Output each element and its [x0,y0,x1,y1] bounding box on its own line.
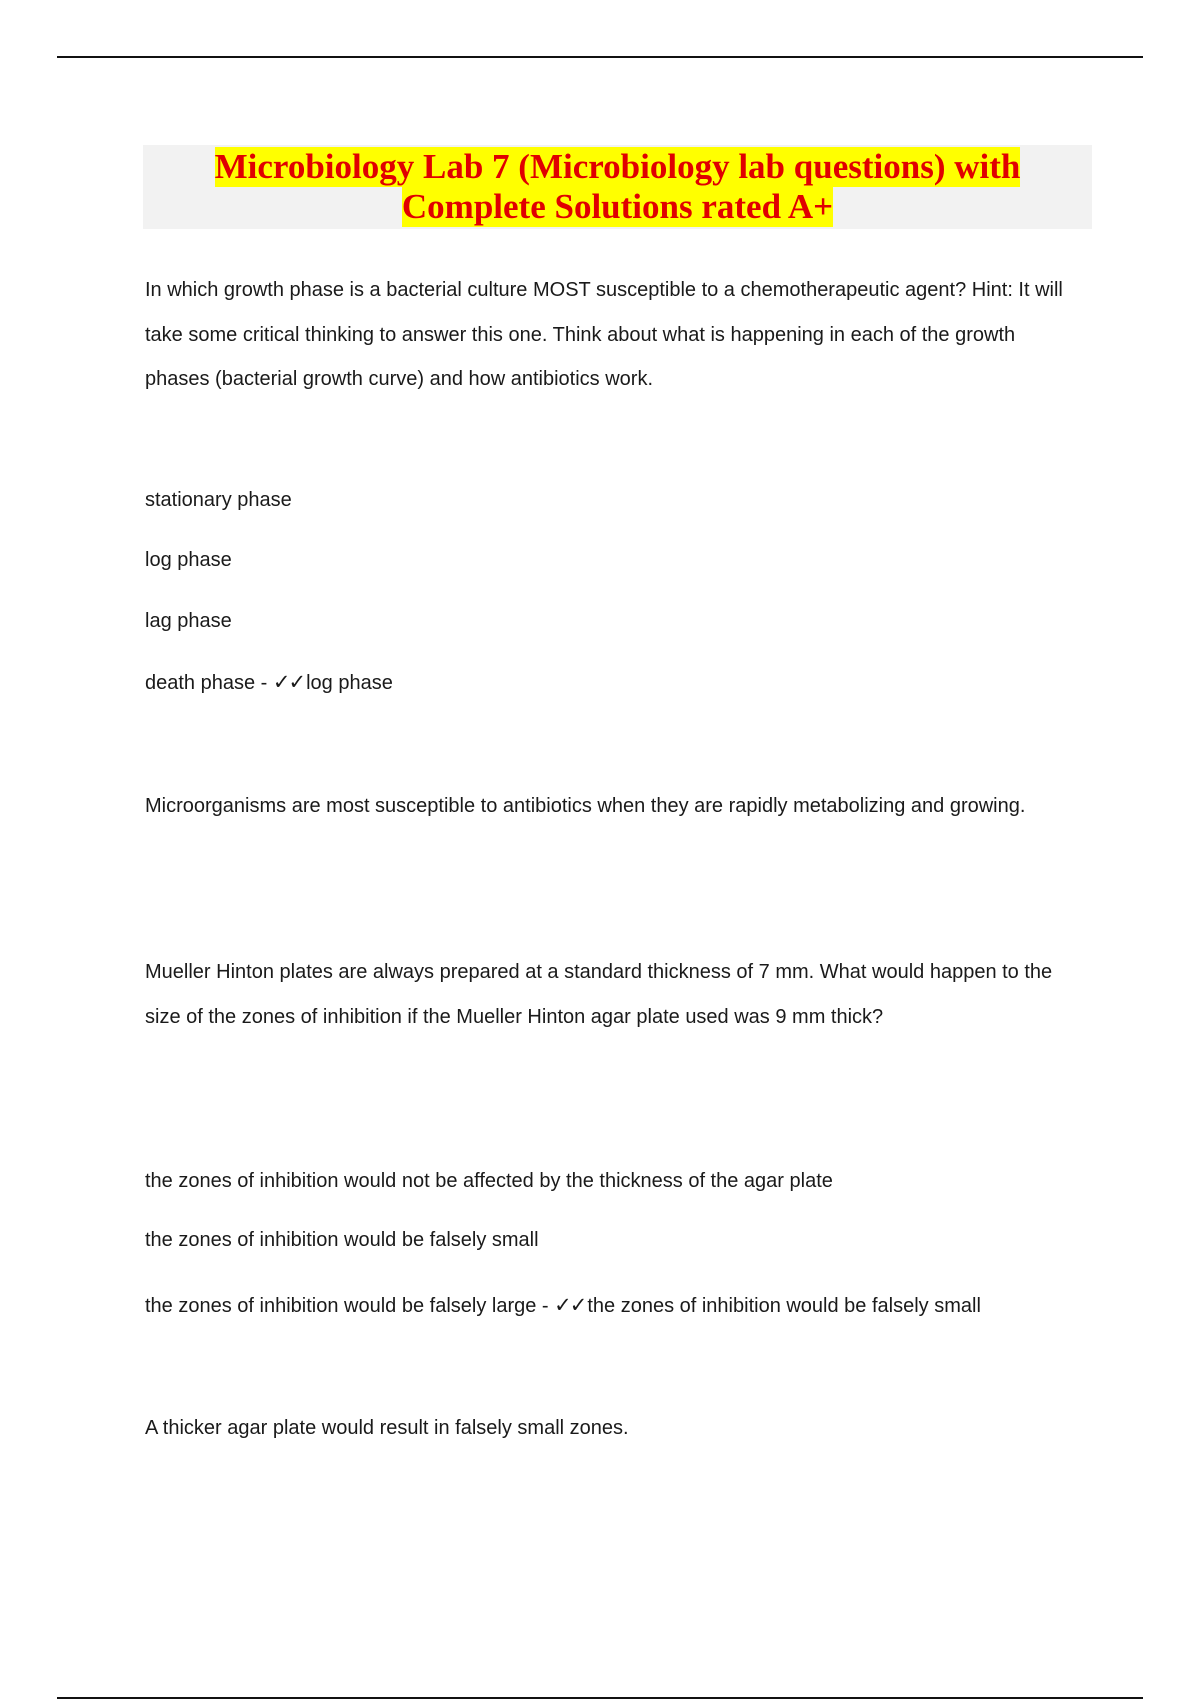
check-icon: ✓✓ [554,1293,586,1317]
q2-answer: the zones of inhibition would be falsely small [587,1295,981,1317]
q2-option-3-with-answer [145,1291,981,1320]
q1-option-4-with-answer [145,668,393,697]
q1-option-4: death phase - [145,672,273,694]
question-2-text: Mueller Hinton plates are always prepared at a standard thickness of 7 mm. What would happen to the size of the zones of inhibition if the Mueller Hinton agar plate used was 9 mm thick? [145,961,1053,1028]
header-rule [57,56,1143,58]
footer-rule [57,1697,1143,1699]
document-title [143,145,1092,229]
q1-answer: log phase [306,672,393,694]
q1-option-1: stationary phase [145,489,292,511]
question-1-text: In which growth phase is a bacterial culture MOST susceptible to a chemotherapeutic agent? Hint: It will take some critical thinking to answer this one. Think about what is happening in each of the growth phases (bacterial growth curve) and how antibiotics work. [145,279,1063,390]
title-line-2: Complete Solutions rated A+ [401,187,834,226]
q2-option-1: the zones of inhibition would not be affected by the thickness of the agar plate [145,1170,833,1192]
q1-explanation: Microorganisms are most susceptible to antibiotics when they are rapidly metabolizing and growing. [145,795,1026,817]
check-icon: ✓✓ [272,670,305,694]
q1-option-3: lag phase [145,610,232,632]
q1-option-2: log phase [145,549,232,571]
title-line-1: Microbiology Lab 7 (Microbiology lab questions) with [214,147,1021,186]
q2-explanation: A thicker agar plate would result in falsely small zones. [145,1417,629,1439]
q2-option-3: the zones of inhibition would be falsely large - [145,1295,555,1317]
q2-option-2: the zones of inhibition would be falsely small [145,1229,539,1251]
